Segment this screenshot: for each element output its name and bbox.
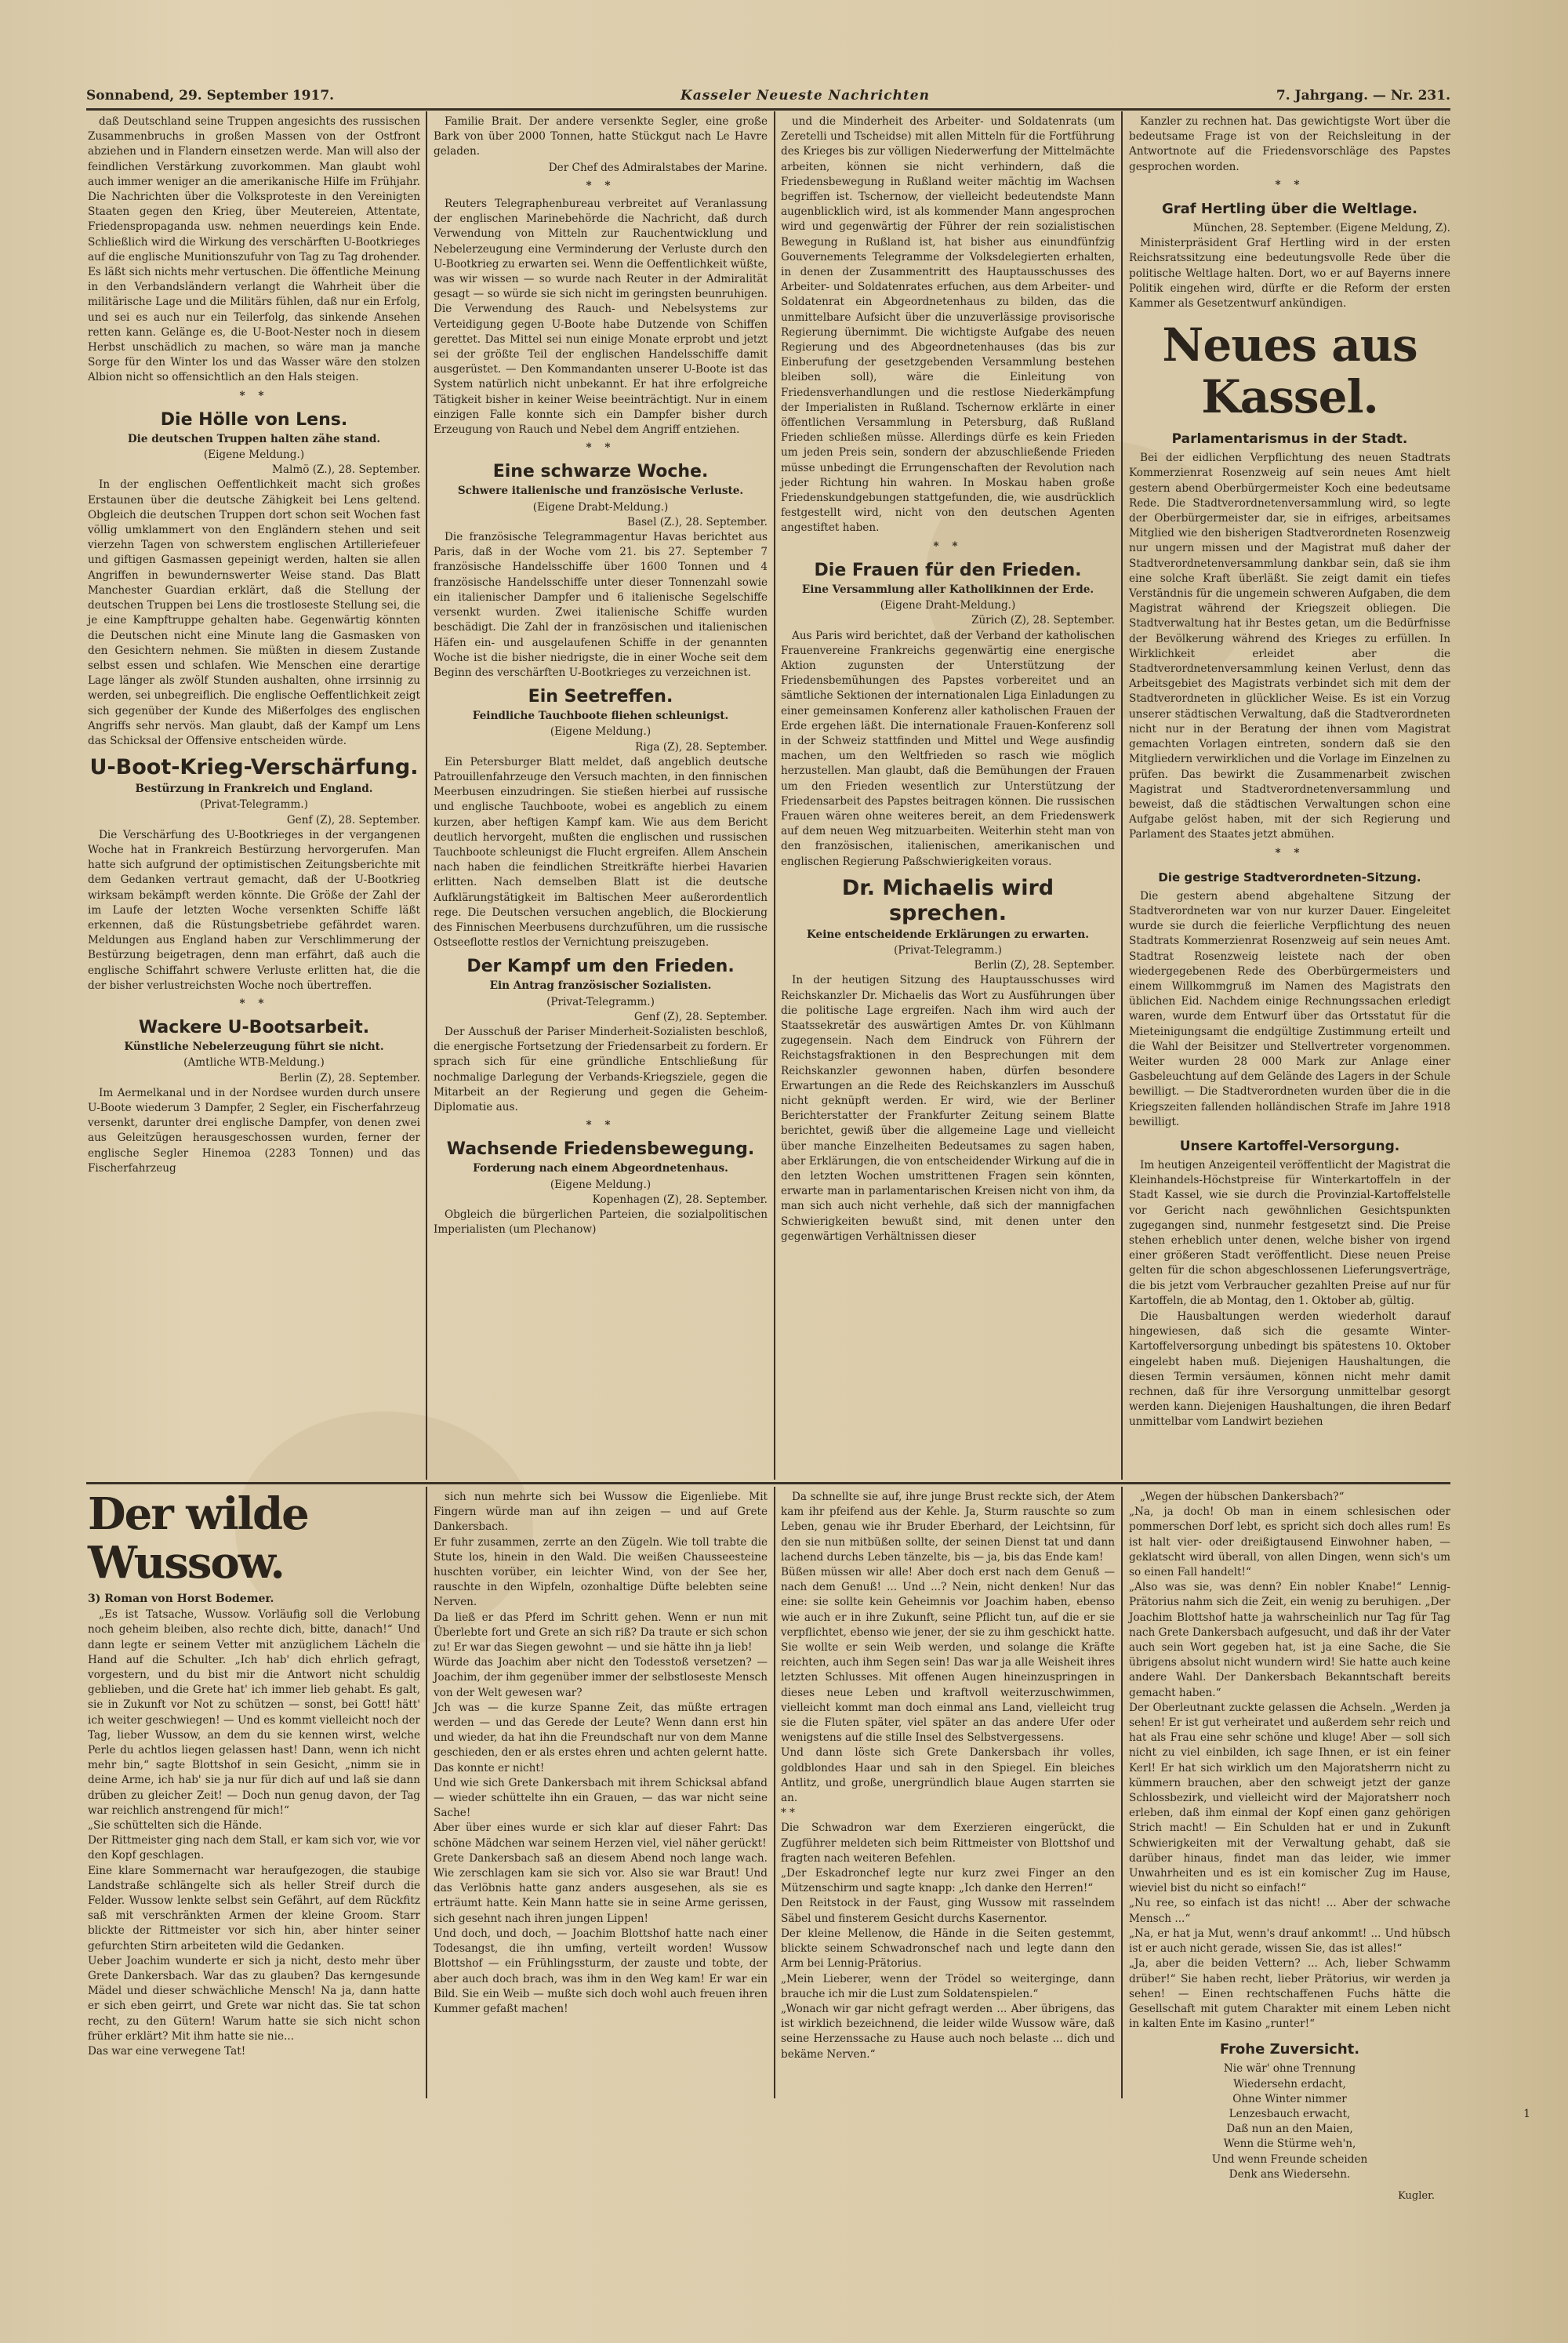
dateline: Berlin (Z), 28. September. bbox=[279, 1071, 420, 1084]
masthead bbox=[86, 88, 1450, 105]
article-text: Die Verschärfung des U-Bootkrieges in der vergangenen Woche hat in Frankreich Bestürzung hervorgerufen. Man hatte sich aufgrund der optimistischen Zeitungsberichte mit dem Gedanken vertraut gemacht, daß der U-Bootkrieg wirksam bekämpft werden könnte. Die Größe der Zahl der im Laufe der letzten Woche versenkten Schiffe läßt erkennen, daß die Rüstungsbetriebe gefährdet waren. Meldungen aus England haben zur Verschlimmerung der Bestürzung beigetragen, denn man erfährt, daß auch die englische Schiffahrt schwere Verluste erlitten hat, die die der bisher verlustreichsten Woche noch übertreffen. bbox=[88, 828, 420, 992]
signature: Der Chef des Admiralstabes der Marine. bbox=[548, 161, 768, 174]
article-text: Im heutigen Anzeigenteil veröffentlicht der Magistrat die Kleinhandels-Höchstpreise für Winterkartoffeln in der Stadt Kassel, wie sie durch die Provinzial-Kartoffelstelle vor Gericht nach gewöhnlichen Gesichtspunkten zugegangen sind, nunmehr festgesetzt sind. Die Preise stehen erheblich unter denen, welche bisher von irgend einer größeren Stadt veröffentlicht. Diese neuen Preise gelten für die schon abgeschlossenen Lieferungsverträge, die bis jetzt vom Verbraucher gezahlten Preise auf nur für Kartoffeln, die ab Montag, den 1. Oktober ab, gültig. bbox=[1129, 1158, 1450, 1307]
source-note: (Eigene Meldung.) bbox=[550, 1178, 652, 1191]
masthead-rule bbox=[86, 108, 1450, 111]
subheadline: Bestürzung in Frankreich und England. bbox=[135, 783, 373, 796]
headline-parlamentarismus: Parlamentarismus in der Stadt. bbox=[1171, 431, 1408, 448]
source-note: (Privat-Telegramm.) bbox=[894, 943, 1002, 957]
source-note: (Privat-Telegramm.) bbox=[546, 995, 655, 1008]
article-text: Reuters Telegraphenbureau verbreitet auf Veranlassung der englischen Marinebehörde die Nachricht, daß durch Verwendung von Mitteln zur Rauchentwicklung und Nebelerzeugung eine Verminderung der Verluste durch den U-Bootkrieg zu erwarten sei. Wenn die Oeffentlichkeit wüßte, was wir wissen — so wurde nach Reuter in der Admiralität gesagt — so würde sie sich nicht im geringsten beunruhigen. Die Verwendung des Rauch- und Nebelsystems zur Verteidigung gegen U-Boote habe Dutzende von Schiffen gerettet. Das Mittel sei nun einige Monate erprobt und jetzt sei der größte Teil der englischen Handelsschiffe damit ausgerüstet. — Den Kommandanten unserer U-Boote ist das System natürlich nicht unbekannt. Er hat ihre erfolgreiche Tätigkeit bisher in keiner Weise beeinträchtigt. Nur in einem einzigen Falle konnte sich ein Dampfer bisher durch Erzeugung von Rauch und Nebel dem Angriff entziehen. bbox=[434, 198, 768, 437]
dateline: Basel (Z.), 28. September. bbox=[626, 515, 768, 529]
poem-line: Daß nun an den Maien, bbox=[1226, 2123, 1353, 2136]
column-rule bbox=[774, 1487, 775, 2098]
headline-kartoffel: Unsere Kartoffel-Versorgung. bbox=[1179, 1138, 1400, 1154]
column-rule bbox=[426, 111, 427, 1480]
dateline: Kopenhagen (Z), 28. September. bbox=[592, 1193, 768, 1206]
poem bbox=[1129, 2061, 1450, 2182]
subheadline: Keine entscheidende Erklärungen zu erwarten. bbox=[807, 928, 1089, 941]
serial-text: sich nun mehrte sich bei Wussow die Eigenliebe. Mit Fingern würde man auf ihn zeigen — und auf Grete Dankersbach. Er fuhr zusammen, zerrte an den Zügeln. Wie toll trabte die Stute los, hinein in den Wald. Die weißen Chausseesteine huschten vorüber, ein leichter Wind, von der See her, rauschte in den Wipfeln, ozonhaltige Düfte belebten seine Nerven. Da ließ er das Pferd im Schritt gehen. Wenn er nun mit Überlebte fort und Grete an sich riß? Da traute er sich schon zu! Er war das Siegen gewohnt — und sie hätte ihn ja lieb! Würde das Joachim aber nicht den Todesstoß versetzen? — Joachim, der ihm gegenüber immer der selbstloseste Mensch von der Welt gewesen war? Jch was — die kurze Spanne Zeit, das müßte ertragen werden — und das Gerede der Leute? Wenn dann erst hin und wieder, da hat ihn die Freundschaft nur von dem Manne geschieden, den er als erstes ehren und achten gelernt hatte. Das konnte er nicht! Und wie sich Grete Dankersbach mit ihrem Schicksal abfand — wieder schüttelte ihn ein Grauen, — das war nicht seine Sache! Aber über eines wurde er sich klar auf dieser Fahrt: Das schöne Mädchen war seinem Herzen viel, viel näher gerückt! Grete Dankersbach saß an diesem Abend noch lange wach. Wie zerschlagen kam sie sich vor. Also sie war Braut! Und das Verlöbnis hatte ganz anders ausgesehen, als sie es erträumt hatte. Kein Mann hatte sie in seine Arme gerissen, sich gesehnt nach ihren jungen Lippen! Und doch, und doch, — Joachim Blottshof hatte nach einer Todesangst, die ihn umfing, verteilt worden! Wussow Blottshof — ein Frühlingssturm, der zauste und tobte, der aber auch doch brach, was ihm in den Weg kam! Er war ein Bild. Sie ein Weib — mußte sich doch wohl auch freuen ihren Kummer gefaßt machen! bbox=[434, 1491, 768, 2015]
dateline: Genf (Z), 28. September. bbox=[286, 813, 420, 826]
dateline: Malmö (Z.), 28. September. bbox=[271, 463, 420, 477]
article-text: Die französische Telegrammagentur Havas berichtet aus Paris, daß in der Woche vom 21. bis 27. September 7 französische Handelsschiffe über 1600 Tonnen und 4 französische Handelsschiffe unter dieser Tonnenzahl sowie ein italienischer Dampfer und 6 italienische Segelschiffe versenkt wurden. Zwei italienische Schiffe wurden beschädigt. Die Zahl der in französischen und italienischen Häfen ein- und ausgelaufenen Schiffe in der genannten Woche ist die bisher niedrigste, die in einer Woche seit dem Beginn des verschärften U-Bootkrieges zu verzeichnen ist. bbox=[434, 531, 768, 679]
source-note: (Eigene Drabt-Meldung.) bbox=[532, 500, 669, 514]
separator: * * bbox=[933, 539, 963, 553]
poem-line: Wiedersehn erdacht, bbox=[1233, 2077, 1346, 2091]
separator: * * bbox=[586, 1119, 615, 1132]
subheadline: Die deutschen Truppen halten zähe stand. bbox=[127, 432, 381, 445]
source-note: (Eigene Draht-Meldung.) bbox=[880, 599, 1016, 612]
column-rule bbox=[1121, 111, 1123, 1480]
serial-column-2 bbox=[434, 1490, 768, 2098]
source-note: (Eigene Meldung.) bbox=[550, 725, 652, 739]
article-text: In der englischen Oeffentlichkeit macht sich großes Erstaunen über die deutsche Zähigkeit bei Lens geltend. Obgleich die deutschen Truppen dort schon seit Wochen fast völlig umklammert von den Engländern stehen und seit vierzehn Tagen von schwerstem englischen Artilleriefeuer und giftigen Gasmassen gepeinigt werden, halten sie allen Angriffen in bewundernswerter Weise stand. Das Blatt Manchester Guardian erklärt, daß die Stellung der deutschen Truppen bei Lens die trostloseste Stellung sei, die je eine Kampftruppe gehalten habe. Gegenwärtig könnten die Deutschen nicht eine Minute lang die Gasmasken von den Gesichtern nehmen. Sie müßten in diesem Zustande selbst essen und schlafen. Wie Menschen eine derartige Lage länger als zwölf Stunden aushalten, ohne irrsinnig zu werden, sei unbegreiflich. Die englische Oeffentlichkeit zeigt sich gegenüber der Kunde des Mißerfolges des englischen Angriffs sehr nervös. Man glaubt, daß der Kampf um Lens das Schicksal der Offensive entscheiden würde. bbox=[88, 478, 420, 747]
dateline: Zürich (Z), 28. September. bbox=[971, 614, 1115, 627]
headline-schwarze-woche: Eine schwarze Woche. bbox=[492, 462, 709, 482]
serial-text: „Wegen der hübschen Dankersbach?“ „Na, ja doch! Ob man in einem schlesischen oder pommerschen Dorf lebt, es spricht sich doch alles rum! Es ist halt vier- oder dreißigtausend Einwohner haben, — geklatscht wird überall, von allen Dingen, wenn sich's um so einen Fall handelt!“ „Also was sie, was denn? Ein nobler Knabe!“ Lennig-Prätorius nahm sich die Zeit, ein wenig zu beruhigen. „Der Joachim Blottshof hatte ja wahrscheinlich nur Tag für Tag nach Grete Dankersbach aufgesucht, und daß ihr der Vater auch sein Wort gegeben hat, ist ja eine Sache, die Sie übrigens absolut nicht wundern wird! Sie hatte auch keine andere Wahl. Der Dankersbach Bekanntschaft bereits gemacht haben.“ Der Oberleutnant zuckte gelassen die Achseln. „Werden ja sehen! Er ist gut verheiratet und außerdem sehr reich und hat als Frau eine sehr schöne und kluge! Aber — soll sich nicht zu viel einbilden, ich sage Ihnen, er ist ein feiner Kerl! Er hat sich wirklich um den Majoratsherrn nicht zu kümmern brauchen, aber den schweigt jetzt der ganze Schlossbezirk, und vielleicht wird der Majoratsherr noch erleben, daß ihm einmal der Kopf einen ganz gehörigen Strich macht! — Ein Schulden hat er und in Zukunft Schwierigkeiten mit der Verwaltung gehabt, daß sie darüber hinaus, findet man das leider, wie immer Unwahrheiten und es ist ein komischer Zug im Hause, wieviel bist du nicht so einfach!“ „Nu ree, so einfach ist das nicht! ... Aber der schwache Mensch ...“ „Na, er hat ja Mut, wenn's drauf ankommt! ... Und hübsch ist er auch nicht gerade, wissen Sie, das ist alles!“ „Ja, aber die beiden Vettern? ... Ach, lieber Schwamm drüber!“ Sie haben recht, lieber Prätorius, wir werden ja sehen! — Einen rechtschaffenen Fuchs hätte die Gesellschaft mit gutem Charakter mit einem Leben nicht in kalten Ente im Kasino „runter!“ bbox=[1129, 1491, 1450, 2031]
serial-column-1 bbox=[88, 1490, 420, 2098]
section-title-neues-aus-kassel: Neues aus Kassel. bbox=[1162, 318, 1417, 424]
issue-number: 7. Jahrgang. — Nr. 231. bbox=[1276, 88, 1450, 104]
subheadline: Künstliche Nebelerzeugung führt sie nicht. bbox=[124, 1041, 384, 1054]
article-text: Kanzler zu rechnen hat. Das gewichtigste Wort über die bedeutsame Frage ist von der Reichsleitung in der Antwortnote auf die Friedensvorschläge des Papstes gesprochen worden. bbox=[1129, 115, 1450, 173]
subheadline: Ein Antrag französischer Sozialisten. bbox=[489, 979, 712, 993]
headline-kampf-frieden: Der Kampf um den Frieden. bbox=[466, 957, 735, 977]
separator: * * bbox=[239, 997, 269, 1010]
section-rule bbox=[86, 1482, 1450, 1484]
poem-author: Kugler. bbox=[1398, 2189, 1435, 2202]
headline-ubootsarbeit: Wackere U-Bootsarbeit. bbox=[138, 1018, 370, 1038]
separator: * * bbox=[586, 179, 615, 192]
dateline: Genf (Z), 28. September. bbox=[633, 1010, 768, 1023]
headline-uboot: U-Boot-Krieg-Verschärfung. bbox=[89, 755, 419, 780]
subheadline: Feindliche Tauchboote fliehen schleunigst. bbox=[472, 710, 729, 723]
issue-date: Sonnabend, 29. September 1917. bbox=[86, 88, 335, 104]
column-4 bbox=[1129, 114, 1450, 1479]
separator: * * bbox=[239, 389, 269, 402]
column-1 bbox=[88, 114, 420, 1479]
serial-column-3 bbox=[781, 1490, 1115, 2098]
serial-title: Der wilde Wussow. bbox=[88, 1488, 308, 1589]
subheadline: Forderung nach einem Abgeordnetenhaus. bbox=[473, 1162, 728, 1175]
article-text: Ein Petersburger Blatt meldet, daß angeblich deutsche Patrouillenfahrzeuge den Versuch machten, in den finnischen Meerbusen einzudringen. Sie stießen hierbei auf russische und englische Tauchboote, wobei es angeblich zu einem kurzen, aber heftigen Kampf kam. Wie aus dem Bericht deutlich hervorgeht, mußten die englischen und russischen Tauchboote schleunigst die Flucht ergreifen. Allem Anschein nach haben die feindlichen Streitkräfte hierbei Havarien erlitten. Nach demselben Blatt ist die deutsche Aufklärungstätigkeit im Baltischen Meer außerordentlich rege. Die Deutschen versuchen angeblich, die Blockierung des Finnischen Meerbusens durchzuführen, um die russische Ostseeflotte restlos der Vernichtung preiszugeben. bbox=[434, 755, 768, 950]
serial-author: 3) Roman von Horst Bodemer. bbox=[88, 1593, 274, 1605]
poem-line: Lenzesbauch erwacht, bbox=[1229, 2107, 1351, 2120]
article-text: daß Deutschland seine Truppen angesichts des russischen Zusammenbruchs in großen Massen von der Ostfront abziehen und in Flandern einsetzen werde. Man will also der feindlichen Verstärkung zuvorkommen. Man glaubt wohl auch immer weniger an die amerikanische Hilfe im Frühjahr. Die Nachrichten über die Volksproteste in den Vereinigten Staaten gegen den Krieg, über Meutereien, Attentate, Friedenspropaganda usw. nehmen neuerdings kein Ende. Schließlich wird die Wirkung des verschärften U-Bootkrieges auf die englische Munitionszufuhr von Tag zu Tag drohender. Es läßt sich nichts mehr vertuschen. Die öffentliche Meinung in den Verbandsländern verlangt die Wahrheit über die militärische Lage und die Militärs fühlen, daß nur ein Erfolg, und sei es auch nur ein Teilerfolg, das sinkende Ansehen retten kann. Gelänge es, die U-Boot-Nester noch in diesem Herbst unschädlich zu machen, so wäre man ja manche Sorge für den Winter los und das Wasser wäre den stolzen Albion nicht so offensichtlich an den Hals steigen. bbox=[88, 115, 420, 384]
column-2 bbox=[434, 114, 768, 1479]
newspaper-title: Kasseler Neueste Nachrichten bbox=[680, 88, 930, 104]
serial-text: Da schnellte sie auf, ihre junge Brust reckte sich, der Atem kam ihr pfeifend aus der Kehle. Ja, Sturm rauschte so zum Leben, genau wie ihr Bruder Eberhard, der Leichtsinn, für den sie nun mitbüßen sollte, der seinen Dienst tat und dann lachend durchs Leben tänzelte, bis — ja, bis das Ende kam! Büßen müssen wir alle! Aber doch erst nach dem Genuß — nach dem Genuß! ... Und ...? Nein, nicht denken! Nur das eine: sie sollte kein Geheimnis vor Joachim haben, ebenso wie auch er in ihre Zukunft, seine Pflicht tun, auf die er sie verpflichtet, ebenso wie jener, der sie zu ihm geschickt hatte. Sie wollte er sein Weib werden, und solange die Kräfte reichten, auch ihm Segen sein! Das war ja alle Weisheit ihres letzten Schlusses. Mit offenen Augen hineinzuspringen in dieses neue Leben und kraftvoll weiterzuschwimmen, vielleicht kommt man doch einmal ans Land, vielleicht trug sie die Fluten später, viel später an das andere Ufer oder wenigstens auf die stille Insel des Selbstvergessens. Und dann löste sich Grete Dankersbach ihr volles, goldblondes Haar und sah in den Spiegel. Ein bleiches Antlitz, und große, unergründlich blaue Augen starrten sie an. * * Die Schwadron war dem Exerzieren eingerückt, die Zugführer meldeten sich beim Rittmeister von Blottshof und fragten nach weiteren Befehlen. „Der Eskadronchef legte nur kurz zwei Finger an den Mützenschirm und sagte knapp: „Ich danke den Herren!“ Den Reitstock in der Faust, ging Wussow mit rasselndem Säbel und finsterem Gesicht durchs Kasernentor. Der kleine Mellenow, die Hände in die Seiten gestemmt, blickte seinem Schwadronschef nach und legte dann den Arm bei Lennig-Prätorius. „Mein Lieberer, wenn der Trödel so weiterginge, dann brauche ich mir die Lust zum Soldatenspielen.“ „Wonach wir gar nicht gefragt werden ... Aber übrigens, das ist wirklich bezeichnend, die leider wilde Wussow wäre, daß seine Herzenssache zu Hause auch noch belaste ... dich und bekäme Nerven.“ bbox=[781, 1491, 1115, 2061]
article-text: Die Hausbaltungen werden wiederholt darauf hingewiesen, daß sich die gesamte Winter-Kartoffelversorgung unbedingt bis spätestens 10. Oktober eingelebt haben muß. Diejenigen Haushaltungen, die diesen Termin versäumen, können nicht mehr damit rechnen, daß für ihre Versorgung unmittelbar gesorgt werden kann. Diejenigen Haushaltungen, die ihren Bedarf unmittelbar vom Landwirt beziehen bbox=[1129, 1310, 1450, 1429]
article-text: Aus Paris wird berichtet, daß der Verband der katholischen Frauenvereine Frankreichs gegenwärtig eine energische Aktion zugunsten der Unterstützung der Friedensbemühungen des Papstes vorbereitet und an sämtliche Sektionen der internationalen Liga Einladungen zu einer gemeinsamen Konferenz aller katholischen Frauen der Erde ergehen läßt. Die internationale Frauen-Konferenz soll in der Schweiz stattfinden und Mittel und Wege ausfindig machen, um den Weltfrieden so rasch wie möglich herzustellen. Man glaubt, daß die Bemühungen der Frauen um den Frieden wesentlich zur Unterstützung der Friedensarbeit des Papstes beitragen können. Die russischen Frauen wären ohne weiteres bereit, an dem Friedenswerk auf dem neuen Weg mitzuarbeiten. Weiterhin steht man von den französischen, italienischen, amerikanischen und englischen Regierung Paßschwierigkeiten voraus. bbox=[781, 629, 1115, 868]
column-3 bbox=[781, 114, 1115, 1479]
article-text: Obgleich die bürgerlichen Parteien, die sozialpolitischen Imperialisten (um Plechanow) bbox=[434, 1208, 768, 1237]
separator: * * bbox=[1275, 178, 1305, 191]
headline-hertling: Graf Hertling über die Weltlage. bbox=[1162, 201, 1417, 218]
article-text: und die Minderheit des Arbeiter- und Soldatenrats (um Zeretelli und Tscheidse) mit allen Mitteln für die Fortführung des Krieges bis zur völligen Niederwerfung der Mittelmächte arbeiten, können sie nicht verhindern, daß die Friedensbewegung in Rußland weiter mächtig im Wachsen begriffen ist. Tschernow, der vielleicht bedeutendste Mann augenblicklich wird, ist als kommender Mann angesprochen wird und gegenwärtig der Führer der rein sozialistischen Bewegung in Rußland ist, hat bisher aus einundfünfzig Gouvernements Telegramme der Volksdelegierten erhalten, in denen der Zusammentritt des Hauptausschusses des Arbeiter- und Soldatenrates erfuchen, aus dem Arbeiter- und Soldatenrat ein Abgeordnetenhaus zu bilden, das die unmittelbare Aufsicht über die unzuverlässige provisorische Regierung übernimmt. Die wichtigste Aufgabe des neuen Regierung und des Abgeordnetenhauses (das bis zur Einberufung der gesetzgebenden Versammlung bestehen bleiben soll), wäre die Einleitung von Friedensverhandlungen und die restlose Niederkämpfung der Imperialisten in Rußland. Tschernow erklärte in einer öffentlichen Versammlung in Petersburg, daß Rußland Frieden schließen müsse. Allerdings dürfe es kein Frieden um jeden Preis sein, sondern der abzuschließende Frieden müsse unbedingt die Errungenschaften der Revolution nach jeder Richtung hin wahren. In Moskau haben große Friedenskundgebungen stattgefunden, die, wie ausdrücklich festgestellt wird, nicht von den deutschen Agenten angestiftet haben. bbox=[781, 115, 1115, 535]
dateline: Berlin (Z), 28. September. bbox=[974, 959, 1115, 972]
headline-michaelis: Dr. Michaelis wird sprechen. bbox=[841, 875, 1054, 925]
headline-friedensbewegung: Wachsende Friedensbewegung. bbox=[446, 1139, 755, 1160]
serial-column-4 bbox=[1129, 1490, 1450, 2202]
poem-line: Und wenn Freunde scheiden bbox=[1211, 2152, 1368, 2166]
article-text: Familie Brait. Der andere versenkte Segler, eine große Bark von über 2000 Tonnen, hatte Stückgut nach Le Havre geladen. bbox=[434, 115, 768, 158]
article-text: Die gestern abend abgehaltene Sitzung der Stadtverordneten war von nur kurzer Dauer. Eingeleitet wurde sie durch die feierliche Verpflichtung des neuen Stadtrats Kommerzienrat Rosenzweig auf sein neues Amt. Stadtrat Rosenzweig leistete nach der oben wiedergegebenen Rede des Oberbürgermeisters und einem Willkommgruß im Namen des Magistrats den üblichen Eid. Nachdem einige Rechnungssachen erledigt waren, wurde dem Entwurf über das Ortsstatut für die Mieteinigungsamt die endgültige Zustimmung erteilt und die Wahl der Beisitzer und Stellvertreter vorgenommen. Weiter wurden 28 000 Mark zur Anlage einer Gasbeleuchtung auf dem Gelände des Lagers in der Schule bewilligt. — Die Stadtverordneten wurden über die in die Kriegszeiten fallenden holländischen Strafe im Jahre 1918 bewilligt. bbox=[1129, 889, 1450, 1128]
article-text: Ministerpräsident Graf Hertling wird in der ersten Reichsratssitzung eine bedeutungsvolle Rede über die politische Weltlage halten. Dort, wo er auf Bayerns innere Politik eingehen wird, dürfte er die Reform der ersten Kammer als Gesetzentwurf ankündigen. bbox=[1129, 237, 1450, 311]
source-note: (Privat-Telegramm.) bbox=[200, 798, 308, 812]
poem-line: Denk ans Wiedersehn. bbox=[1229, 2167, 1351, 2181]
source-note: (Amtliche WTB-Meldung.) bbox=[183, 1056, 325, 1070]
headline-frauen-frieden: Die Frauen für den Frieden. bbox=[814, 560, 1082, 580]
dateline: Riga (Z), 28. September. bbox=[635, 740, 768, 754]
poem-title: Frohe Zuversicht. bbox=[1219, 2041, 1360, 2058]
separator: * * bbox=[586, 441, 615, 455]
headline-stadtverordneten: Die gestrige Stadtverordneten-Sitzung. bbox=[1158, 870, 1421, 885]
headline-lens: Die Hölle von Lens. bbox=[160, 409, 348, 430]
separator: * * bbox=[1275, 846, 1305, 859]
article-text: Bei der eidlichen Verpflichtung des neuen Stadtrats Kommerzienrat Rosenzweig auf sein neues Amt hielt gestern abend Oberbürgermeister Koch eine bedeutsame Rede. Die Stadtverordnetenversammlung wird, so legte der Oberbürgermeister dar, sie in eifriges, arbeitsames Mitglied wie den bisherigen Stadtverordneten Rosenzweig nur ungern missen und der Magistrat muß daher der Stadtverordnetenversammlung dankbar sein, daß sie ihm eine solche Kraft überläßt. Sie zeigt damit ein tiefes Verständnis für die ungemein schweren Aufgaben, die dem Magistrat während der Kriegszeit obliegen. Die Stadtverwaltung hat ihr Bestes getan, um die Bedürfnisse der Bevölkerung während des Krieges zu erfüllen. In Wirklichkeit erleidet aber die Stadtverordnetenversammlung keinen Verlust, denn das Arbeitsgebiet des Magistrats verbindet sich mit dem der Stadtverordneten in glücklicher Weise. Es ist ein Vorzug unserer städtischen Verwaltung, daß die Stadtverordneten nicht nur in der Beratung der ihnen vom Magistrat gemachten Vorlagen eintreten, sondern daß sie den Mitgliedern verwirklichen und die Vorlage im Einzelnen zu prüfen. Das bewirkt die Zusammenarbeit zwischen Magistrat und Stadtverordnetenversammlung und beweist, daß die städtischen Verwaltungen schon eine Aufgabe gelöst haben, mit der sich Regierung und Parlament des Staates jetzt abmühen. bbox=[1129, 452, 1450, 841]
dateline: München, 28. September. (Eigene Meldung, Z). bbox=[1192, 222, 1450, 235]
column-rule bbox=[1121, 1487, 1123, 2098]
poem-line: Ohne Winter nimmer bbox=[1232, 2092, 1347, 2105]
subheadline: Eine Versammlung aller Katholikinnen der Erde. bbox=[801, 583, 1094, 596]
article-text: Der Ausschuß der Pariser Minderheit-Sozialisten beschloß, die energische Fortsetzung der Friedensarbeit zu fordern. Er sprach sich für eine gründliche Entschließung für nochmalige Darlegung der Verbands-Kriegsziele, gegen die Mitarbeit an der Regierung und gegen die Geheim-Diplomatie aus. bbox=[434, 1025, 768, 1113]
subheadline: Schwere italienische und französische Verluste. bbox=[457, 485, 744, 498]
serial-text: „Es ist Tatsache, Wussow. Vorläufig soll die Verlobung noch geheim bleiben, also rechte dich, bitte, danach!“ Und dann legte er seinem Vetter mit anzüglichem Lächeln die Hand auf die Schulter. „Ich hab' dich ehrlich gefragt, vorgestern, und du bist mir die Antwort nicht schuldig geblieben, und die Grete hat' ich immer lieb gehabt. Es galt, sie in Zukunft vor Not zu schützen — sonst, bei Gott! hätt' ich weiter geschwiegen! — Und es kommt vielleicht noch der Tag, lieber Wussow, an dem du sie kennen wirst, welche Perle du achtlos liegen gelassen hast! Dann, wenn ich nicht mehr bin,“ sagte Blottshof in sein Gesicht, „nimm sie in deine Arme, ich hab' sie ja nur für dich auf und laß sie dann drüben zu gleicher Zeit! — Doch nun genug davon, der Tag war reichlich anstrengend für mich!“ „Sie schüttelten sich die Hände. Der Rittmeister ging nach dem Stall, er kam sich vor, wie vor den Kopf geschlagen. Eine klare Sommernacht war heraufgezogen, die staubige Landstraße schlängelte sich als heller Streif durch die Felder. Wussow lenkte selbst sein Gefährt, auf dem Rückfitz saß mit verschränkten Armen der kleine Groom. Starr blickte der Rittmeister vor sich hin, aber hinter seiner gefurchten Stirn arbeiteten wild die Gedanken. Ueber Joachim wunderte er sich ja nicht, desto mehr über Grete Dankersbach. War das zu glauben? Das kerngesunde Mädel und dieser schwächliche Mensch! Na ja, dann hatte er sich eben geirrt, und Grete war nicht das. Sie tat schon recht, zu den Gütern! Warum hatte sie sich nicht schon früher erklärt? Mit ihm hatte sie nie... Das war eine verwegene Tat! bbox=[88, 1608, 420, 2058]
headline-seetreffen: Ein Seetreffen. bbox=[528, 687, 673, 707]
article-text: Im Aermelkanal und in der Nordsee wurden durch unsere U-Boote wiederum 3 Dampfer, 2 Segler, ein Fischerfahrzeug versenkt, darunter drei englische Dampfer, von denen zwei aus Geleitzügen herausgeschossen wurden, ferner der englische Segler Hinemoa (2283 Tonnen) und das Fischerfahrzeug bbox=[88, 1086, 420, 1175]
column-rule bbox=[426, 1487, 427, 2098]
poem-line: Wenn die Stürme weh'n, bbox=[1223, 2138, 1356, 2151]
poem-line: Nie wär' ohne Trennung bbox=[1223, 2062, 1356, 2076]
source-note: (Eigene Meldung.) bbox=[203, 449, 305, 462]
article-text: In der heutigen Sitzung des Hauptausschusses wird Reichskanzler Dr. Michaelis das Wort zu Ausführungen über die politische Lage ergreifen. Nach ihm wird auch der Staatssekretär des auswärtigen Amtes Dr. von Kühlmann zugegensein. Nach dem Eindruck von Führern der Reichstagsfraktionen in den Besprechungen mit dem Reichskanzler gewonnen haben, dürfen besondere Erwartungen an die Rede des Reichskanzlers im Ausschuß nicht geknüpft werden. Er wird, wie der Berliner Berichterstatter der Frankfurter Zeitung seinem Blatte berichtet, gewiß über die allgemeine Lage und vielleicht über manche Einzelheiten Bedeutsames zu sagen haben, aber Erklärungen, die von entscheidender Wirkung auf die in den letzten Wochen umstrittenen Fragen sein könnten, erwarte man in parlamentarischen Kreisen nicht von ihm, da man sich auch nicht verhehle, daß sich der mannigfachen Schwierigkeiten bewußt sind, mit denen unter den gegenwärtigen Verhältnissen dieser bbox=[781, 974, 1115, 1243]
column-rule bbox=[774, 111, 775, 1480]
page-number: 1 bbox=[1523, 2108, 1530, 2120]
